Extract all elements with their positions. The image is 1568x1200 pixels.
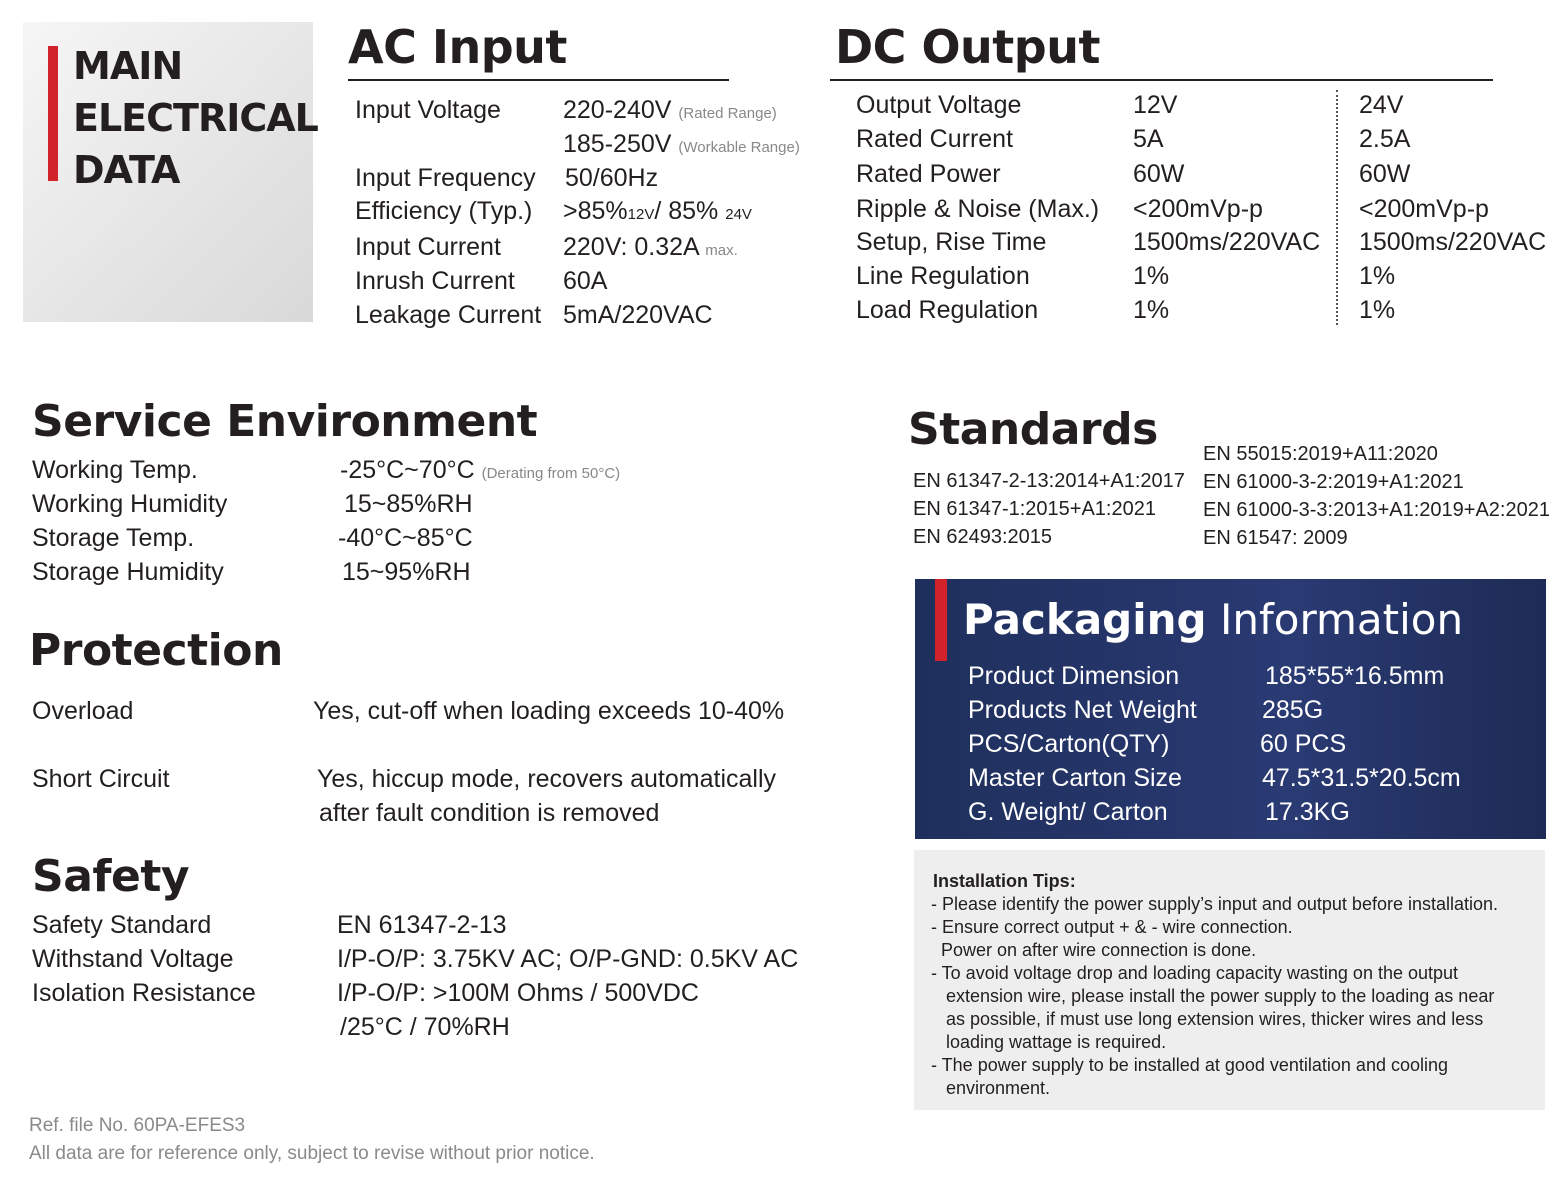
tip-line: as possible, if must use long extension wires, thicker wires and less [931,1009,1484,1029]
dc-row-value-24v: 60W [1359,160,1411,188]
ac-value-leakage: 5mA/220VAC [563,301,713,329]
packaging-panel [915,579,1546,839]
safety-value-standard: EN 61347-2-13 [337,911,507,939]
packaging-row-value: 17.3KG [1265,798,1350,826]
ac-input-rule [348,79,729,81]
tips-list [931,893,1498,1100]
dc-row-label: Output Voltage [856,91,1022,119]
packaging-row-value: 47.5*31.5*20.5cm [1262,764,1461,792]
ac-value-efficiency: >85%12V/ 85% 24V [563,197,752,225]
service-label-storage-temp: Storage Temp. [32,524,195,552]
service-value-working-humidity: 15~85%RH [344,490,473,518]
dc-row-value-24v: 2.5A [1359,125,1411,153]
protection-title: Protection [29,625,283,676]
ac-label-frequency: Input Frequency [355,164,536,192]
standard-item: EN 61000-3-2:2019+A1:2021 [1203,471,1464,493]
safety-value-withstand: I/P-O/P: 3.75KV AC; O/P-GND: 0.5KV AC [337,945,799,973]
accent-bar [48,46,58,181]
tip-line: loading wattage is required. [931,1032,1167,1052]
ac-value-input-current: 220V: 0.32A max. [563,233,738,261]
standard-item: EN 61000-3-3:2013+A1:2019+A2:2021 [1203,499,1550,521]
ac-label-input-current: Input Current [355,233,501,261]
main-title-line3: DATA [73,148,180,192]
service-title: Service Environment [32,396,538,447]
main-electrical-title [73,40,318,196]
service-label-storage-humidity: Storage Humidity [32,558,224,586]
packaging-row-label: PCS/Carton(QTY) [968,730,1170,758]
safety-value-isolation: I/P-O/P: >100M Ohms / 500VDC [337,979,699,1007]
packaging-row-label: Products Net Weight [968,696,1197,724]
standards-title: Standards [908,404,1158,455]
dc-row-value-24v: <200mVp-p [1359,195,1489,223]
standards-right-list [1203,440,1550,552]
standard-item: EN 55015:2019+A11:2020 [1203,443,1438,465]
dc-row-value-12v: 1% [1133,262,1170,290]
dc-row-value-24v: 1% [1359,262,1396,290]
ac-label-leakage: Leakage Current [355,301,542,329]
dc-output-title: DC Output [835,20,1100,74]
dc-row-value-12v: 5A [1133,125,1164,153]
packaging-row-label: Master Carton Size [968,764,1182,792]
ac-label-input-voltage: Input Voltage [355,96,501,124]
dc-row-value-24v: 1% [1359,296,1396,324]
standard-item: EN 61547: 2009 [1203,527,1348,549]
tip-line: - To avoid voltage drop and loading capacity wasting on the output [931,963,1459,983]
safety-value-isolation-2: /25°C / 70%RH [340,1013,510,1041]
dc-row-label: Line Regulation [856,262,1030,290]
ac-label-efficiency: Efficiency (Typ.) [355,197,533,225]
ac-value-inrush: 60A [563,267,608,295]
ac-value-input-voltage: 220-240V (Rated Range) [563,96,777,124]
dc-row-label: Rated Power [856,160,1001,188]
tip-line: Power on after wire connection is done. [931,940,1257,960]
dc-row-label: Rated Current [856,125,1014,153]
dc-column-divider [1336,90,1338,325]
safety-label-isolation: Isolation Resistance [32,979,256,1007]
dc-row-value-12v: 12V [1133,91,1178,119]
protection-label-overload: Overload [32,697,134,725]
ac-value-workable-range: 185-250V (Workable Range) [563,130,800,158]
packaging-row-label: G. Weight/ Carton [968,798,1168,826]
tip-line: - The power supply to be installed at good ventilation and cooling [931,1055,1449,1075]
standard-item: EN 61347-1:2015+A1:2021 [913,498,1156,520]
ac-input-title: AC Input [348,20,567,74]
protection-label-short-circuit: Short Circuit [32,765,170,793]
packaging-row-value: 185*55*16.5mm [1265,662,1445,690]
packaging-title: Packaging Information [963,595,1464,644]
packaging-row-value: 60 PCS [1260,730,1347,758]
service-value-working-temp: -25°C~70°C (Derating from 50°C) [340,456,621,484]
packaging-row-label: Product Dimension [968,662,1180,690]
dc-row-label: Load Regulation [856,296,1039,324]
dc-row-value-12v: <200mVp-p [1133,195,1263,223]
packaging-row-value: 285G [1262,696,1324,724]
tip-line: - Please identify the power supply’s input and output before installation. [931,894,1499,914]
tip-line: environment. [931,1078,1051,1098]
footer-ref: Ref. file No. 60PA-EFES3 [29,1115,246,1136]
service-label-working-humidity: Working Humidity [32,490,228,518]
service-value-storage-temp: -40°C~85°C [338,524,473,552]
ac-label-inrush: Inrush Current [355,267,515,295]
protection-value-short-circuit: Yes, hiccup mode, recovers automatically [317,765,777,793]
main-electrical-panel [23,22,318,322]
dc-row-value-12v: 1% [1133,296,1170,324]
standards-left-list [913,467,1185,551]
service-value-storage-humidity: 15~95%RH [342,558,471,586]
installation-tips-panel [914,850,1545,1110]
tip-line: extension wire, please install the power supply to the loading as near [931,986,1495,1006]
tip-line: - Ensure correct output + & - wire connection. [931,917,1293,937]
dc-row-label: Ripple & Noise (Max.) [856,195,1100,223]
ac-value-frequency: 50/60Hz [565,164,659,192]
safety-title: Safety [32,851,190,902]
standard-item: EN 62493:2015 [913,526,1053,548]
tips-title: Installation Tips: [933,871,1076,891]
safety-label-withstand: Withstand Voltage [32,945,234,973]
dc-row-value-24v: 24V [1359,91,1404,119]
dc-row-value-24v: 1500ms/220VAC [1359,228,1547,256]
service-label-working-temp: Working Temp. [32,456,198,484]
main-title-line1: MAIN [73,44,183,88]
dc-row-label: Setup, Rise Time [856,228,1047,256]
packaging-accent-bar [935,579,947,661]
dc-row-value-12v: 60W [1133,160,1185,188]
dc-row-value-12v: 1500ms/220VAC [1133,228,1321,256]
safety-label-standard: Safety Standard [32,911,212,939]
protection-value-short-circuit-2: after fault condition is removed [319,799,660,827]
standard-item: EN 61347-2-13:2014+A1:2017 [913,470,1185,492]
main-title-line2: ELECTRICAL [73,96,318,140]
protection-value-overload: Yes, cut-off when loading exceeds 10-40% [313,697,785,725]
footer-note: All data are for reference only, subject to revise without prior notice. [29,1143,595,1164]
dc-output-rule [830,79,1493,81]
